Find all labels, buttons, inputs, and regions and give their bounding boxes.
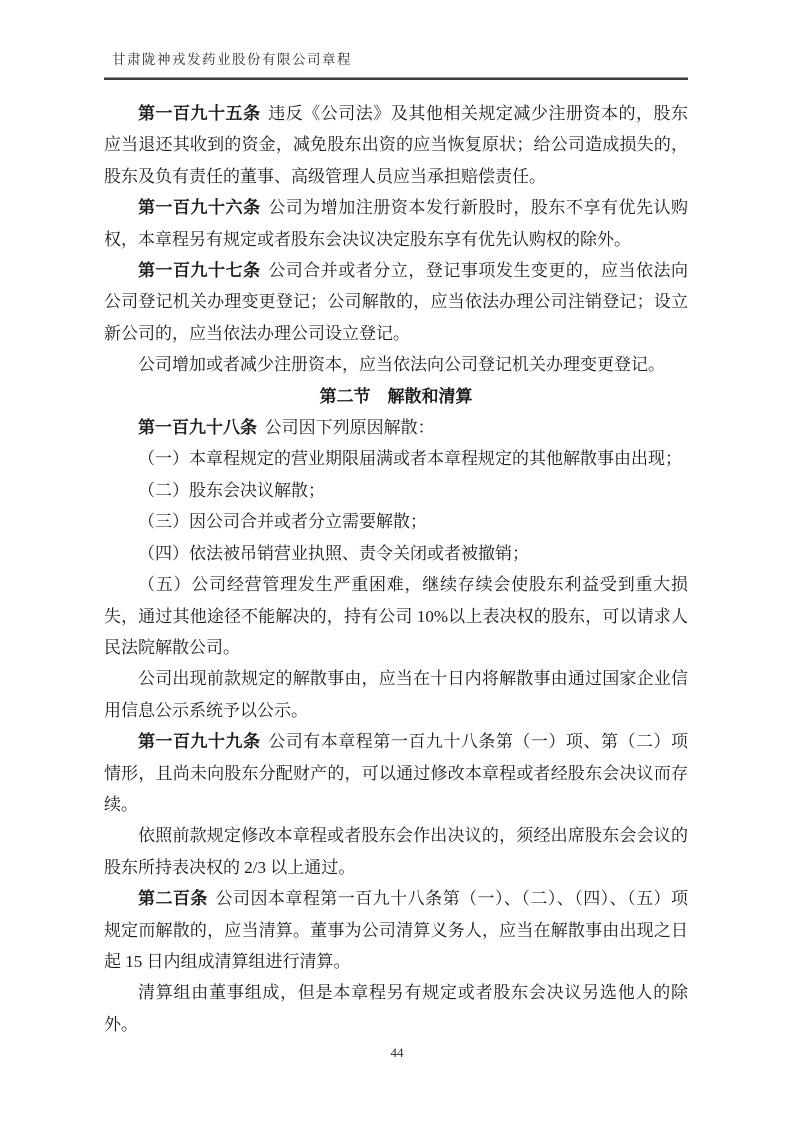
article-text: 公司为增加注册资本发行新股时，股东不享有优先认购权，本章程另有规定或者股东会决议决定股东享有优先认购权的除外。	[104, 198, 689, 249]
list-item	[104, 569, 688, 663]
header-rule	[104, 77, 688, 80]
article-text: 清算组由董事组成，但是本章程另有规定或者股东会决议另选他人的除外。	[104, 983, 688, 1034]
article-paragraph	[104, 192, 688, 255]
article-paragraph	[104, 255, 688, 349]
article-text: 违反《公司法》及其他相关规定减少注册资本的，股东应当退还其收到的资金，减免股东出资的应当恢复原状；给公司造成损失的，股东及负有责任的董事、高级管理人员应当承担赔偿责任。	[104, 104, 689, 186]
list-item	[104, 475, 688, 506]
article-text: 公司增加或者减少注册资本，应当依法向公司登记机关办理变更登记。	[138, 355, 665, 375]
article-text: （一）本章程规定的营业期限届满或者本章程规定的其他解散事由出现；	[138, 449, 682, 469]
article-paragraph	[104, 883, 688, 977]
article-text: 公司因下列原因解散：	[264, 418, 435, 438]
article-text: 公司有本章程第一百九十八条第（一）项、第（二）项情形，且尚未向股东分配财产的，可以通过修改本章程或者经股东会决议而存续。	[104, 732, 689, 814]
article-number: 第一百九十五条	[138, 104, 261, 123]
article-paragraph	[104, 820, 688, 883]
list-item	[104, 506, 688, 537]
article-number: 第一百九十七条	[138, 261, 261, 281]
document-body	[104, 98, 688, 1040]
article-number: 第二百条	[138, 889, 208, 909]
article-text: 依照前款规定修改本章程或者股东会作出决议的，须经出席股东会会议的股东所持表决权的 2/3 以上通过。	[104, 826, 688, 877]
article-text: 公司因本章程第一百九十八条第（一）、（二）、（四）、（五）项规定而解散的，应当清算。董事为公司清算义务人，应当在解散事由出现之日起 15 日内组成清算组进行清算。	[104, 889, 689, 971]
page-number: 44	[390, 1045, 404, 1060]
article-paragraph	[104, 977, 688, 1040]
article-text: 公司合并或者分立，登记事项发生变更的，应当依法向公司登记机关办理变更登记；公司解散的，应当依法办理公司注销登记；设立新公司的，应当依法办理公司设立登记。	[104, 261, 689, 343]
page-footer	[0, 1044, 794, 1062]
article-text: 公司出现前款规定的解散事由，应当在十日内将解散事由通过国家企业信用信息公示系统予以公示。	[104, 669, 688, 720]
article-paragraph	[104, 412, 688, 443]
article-paragraph	[104, 663, 688, 726]
article-text: （五）公司经营管理发生严重困难，继续存续会使股东利益受到重大损失，通过其他途径不能解决的，持有公司 10%以上表决权的股东，可以请求人民法院解散公司。	[104, 575, 688, 657]
article-text: （四）依法被吊销营业执照、责令关闭或者被撤销；	[138, 543, 529, 563]
article-number: 第一百九十八条	[138, 418, 257, 438]
page-header	[104, 50, 688, 80]
article-number: 第一百九十九条	[138, 732, 261, 752]
list-item	[104, 443, 688, 474]
list-item	[104, 538, 688, 569]
article-text: （三）因公司合并或者分立需要解散；	[138, 512, 427, 532]
article-paragraph	[104, 349, 688, 380]
article-paragraph	[104, 98, 688, 192]
header-title: 甘肃陇神戎发药业股份有限公司章程	[112, 52, 352, 67]
article-text: （二）股东会决议解散；	[138, 480, 325, 500]
article-number: 第一百九十六条	[138, 198, 261, 218]
section-heading: 第二节 解散和清算	[319, 386, 473, 406]
article-paragraph	[104, 726, 688, 820]
